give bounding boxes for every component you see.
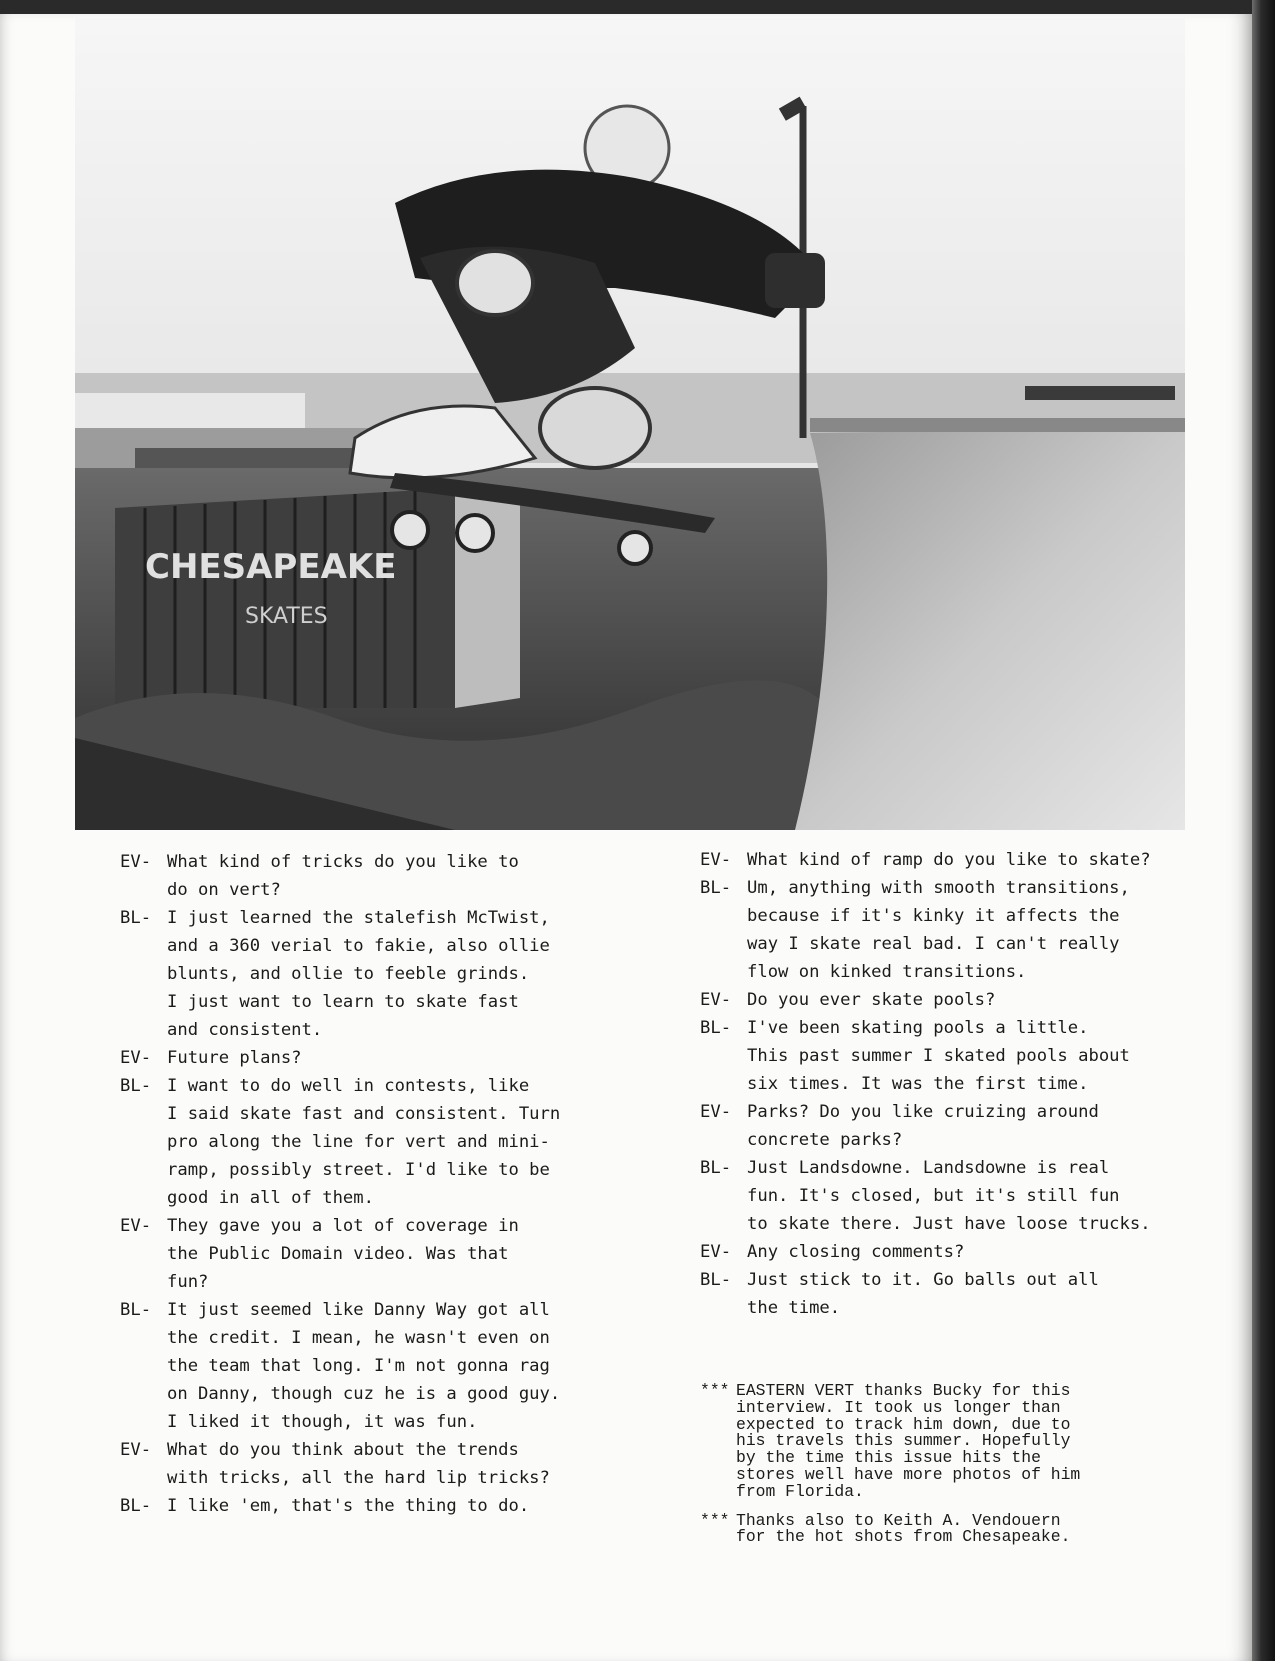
interview-entry	[700, 1266, 1210, 1322]
speaker-tag: BL-	[120, 1076, 152, 1096]
text-line: for the hot shots from Chesapeake.	[736, 1527, 1071, 1547]
text-line: stores well have more photos of him	[736, 1464, 1081, 1484]
speaker-tag: EV-	[700, 1102, 732, 1122]
text-line: fun. It's closed, but it's still fun	[747, 1186, 1120, 1206]
text-line: What kind of ramp do you like to skate?	[747, 850, 1151, 870]
text-line: the credit. I mean, he wasn't even on	[167, 1328, 550, 1348]
speaker-tag: BL-	[120, 1496, 152, 1516]
container-sublabel: SKATES	[245, 604, 328, 629]
interview-entry	[700, 846, 1210, 874]
text-line: I've been skating pools a little.	[747, 1018, 1089, 1038]
note-text	[736, 1383, 1080, 1501]
entry-text	[747, 846, 1151, 874]
entry-text	[167, 1044, 302, 1072]
binding-spine	[1252, 0, 1275, 1661]
entry-text	[167, 1296, 560, 1436]
speaker-tag: EV-	[700, 850, 732, 870]
entry-text	[167, 1492, 529, 1520]
text-line: Thanks also to Keith A. Vendouern	[736, 1510, 1061, 1530]
entry-text	[747, 1014, 1130, 1098]
interview-entry	[120, 904, 640, 1044]
speaker-tag: BL-	[700, 1018, 732, 1038]
entry-text	[747, 1154, 1151, 1238]
interview-entry	[120, 1072, 640, 1212]
speaker-tag: BL-	[700, 1158, 732, 1178]
entry-text	[167, 1436, 550, 1492]
interview-entry	[700, 1154, 1210, 1238]
text-line: Do you ever skate pools?	[747, 990, 996, 1010]
interview-entry	[120, 1296, 640, 1436]
photo-illustration	[75, 18, 1185, 830]
text-line: Future plans?	[167, 1048, 302, 1068]
text-line: Parks? Do you like cruizing around	[747, 1102, 1099, 1122]
text-line: and consistent.	[167, 1020, 323, 1040]
interview-entry	[700, 986, 1210, 1014]
entry-text	[167, 848, 519, 904]
note-text	[736, 1510, 1071, 1547]
text-line: by the time this issue hits the	[736, 1448, 1041, 1468]
text-line: I liked it though, it was fun.	[167, 1412, 478, 1432]
text-line: blunts, and ollie to feeble grinds.	[167, 964, 530, 984]
interview-column-right	[700, 846, 1210, 1322]
speaker-tag: BL-	[700, 1270, 732, 1290]
note-paragraph	[700, 1510, 1160, 1547]
speaker-tag: EV-	[700, 1242, 732, 1262]
text-line: to skate there. Just have loose trucks.	[747, 1214, 1151, 1234]
speaker-tag: EV-	[120, 1216, 152, 1236]
text-line: flow on kinked transitions.	[747, 962, 1027, 982]
text-line: way I skate real bad. I can't really	[747, 934, 1120, 954]
note-paragraph	[700, 1383, 1160, 1501]
text-line: do on vert?	[167, 880, 281, 900]
text-line: the team that long. I'm not gonna rag	[167, 1356, 550, 1376]
text-line: the time.	[747, 1298, 841, 1318]
text-line: I like 'em, that's the thing to do.	[167, 1496, 530, 1516]
speaker-tag: BL-	[700, 878, 732, 898]
interview-entry	[120, 1492, 640, 1520]
text-line: pro along the line for vert and mini-	[167, 1132, 550, 1152]
entry-text	[167, 904, 550, 1044]
thanks-notes	[700, 1383, 1160, 1558]
text-line: fun?	[167, 1272, 209, 1292]
speaker-tag: EV-	[700, 990, 732, 1010]
entry-text	[747, 874, 1130, 986]
entry-text	[747, 1238, 964, 1266]
text-line: Just stick to it. Go balls out all	[747, 1270, 1099, 1290]
skateboarder-photo	[75, 18, 1185, 830]
interview-entry	[700, 874, 1210, 986]
text-line: Just Landsdowne. Landsdowne is real	[747, 1158, 1110, 1178]
text-line: What kind of tricks do you like to	[167, 852, 519, 872]
text-line: expected to track him down, due to	[736, 1414, 1071, 1434]
container-label: CHESAPEAKE	[145, 547, 397, 587]
text-line: from Florida.	[736, 1481, 864, 1501]
text-line: Um, anything with smooth transitions,	[747, 878, 1130, 898]
text-line: I want to do well in contests, like	[167, 1076, 530, 1096]
text-line: Any closing comments?	[747, 1242, 965, 1262]
entry-text	[747, 1266, 1099, 1322]
text-line: six times. It was the first time.	[747, 1074, 1089, 1094]
interview-entry	[120, 1044, 640, 1072]
speaker-tag: EV-	[120, 1048, 152, 1068]
interview-entry	[700, 1238, 1210, 1266]
note-marker: ***	[700, 1381, 730, 1400]
text-line: I just learned the stalefish McTwist,	[167, 908, 550, 928]
text-line: good in all of them.	[167, 1188, 374, 1208]
entry-text	[167, 1072, 560, 1212]
interview-entry	[120, 1436, 640, 1492]
interview-entry	[700, 1098, 1210, 1154]
speaker-tag: BL-	[120, 908, 152, 928]
interview-entry	[700, 1014, 1210, 1098]
text-line: his travels this summer. Hopefully	[736, 1431, 1071, 1451]
text-line: and a 360 verial to fakie, also ollie	[167, 936, 550, 956]
interview-entry	[120, 848, 640, 904]
text-line: I said skate fast and consistent. Turn	[167, 1104, 561, 1124]
text-line: the Public Domain video. Was that	[167, 1244, 509, 1264]
text-line: I just want to learn to skate fast	[167, 992, 519, 1012]
text-line: EASTERN VERT thanks Bucky for this	[736, 1381, 1071, 1400]
entry-text	[167, 1212, 519, 1296]
text-line: interview. It took us longer than	[736, 1397, 1061, 1417]
speaker-tag: BL-	[120, 1300, 152, 1320]
text-line: It just seemed like Danny Way got all	[167, 1300, 550, 1320]
entry-text	[747, 986, 995, 1014]
entry-text	[747, 1098, 1099, 1154]
speaker-tag: EV-	[120, 1440, 152, 1460]
text-line: concrete parks?	[747, 1130, 903, 1150]
speaker-tag: EV-	[120, 852, 152, 872]
interview-entry	[120, 1212, 640, 1296]
text-line: They gave you a lot of coverage in	[167, 1216, 519, 1236]
interview-column-left	[120, 848, 640, 1520]
text-line: What do you think about the trends	[167, 1440, 519, 1460]
text-line: This past summer I skated pools about	[747, 1046, 1130, 1066]
text-line: on Danny, though cuz he is a good guy.	[167, 1384, 561, 1404]
text-line: ramp, possibly street. I'd like to be	[167, 1160, 550, 1180]
note-marker: ***	[700, 1510, 730, 1530]
text-line: with tricks, all the hard lip tricks?	[167, 1468, 550, 1488]
text-line: because if it's kinky it affects the	[747, 906, 1120, 926]
